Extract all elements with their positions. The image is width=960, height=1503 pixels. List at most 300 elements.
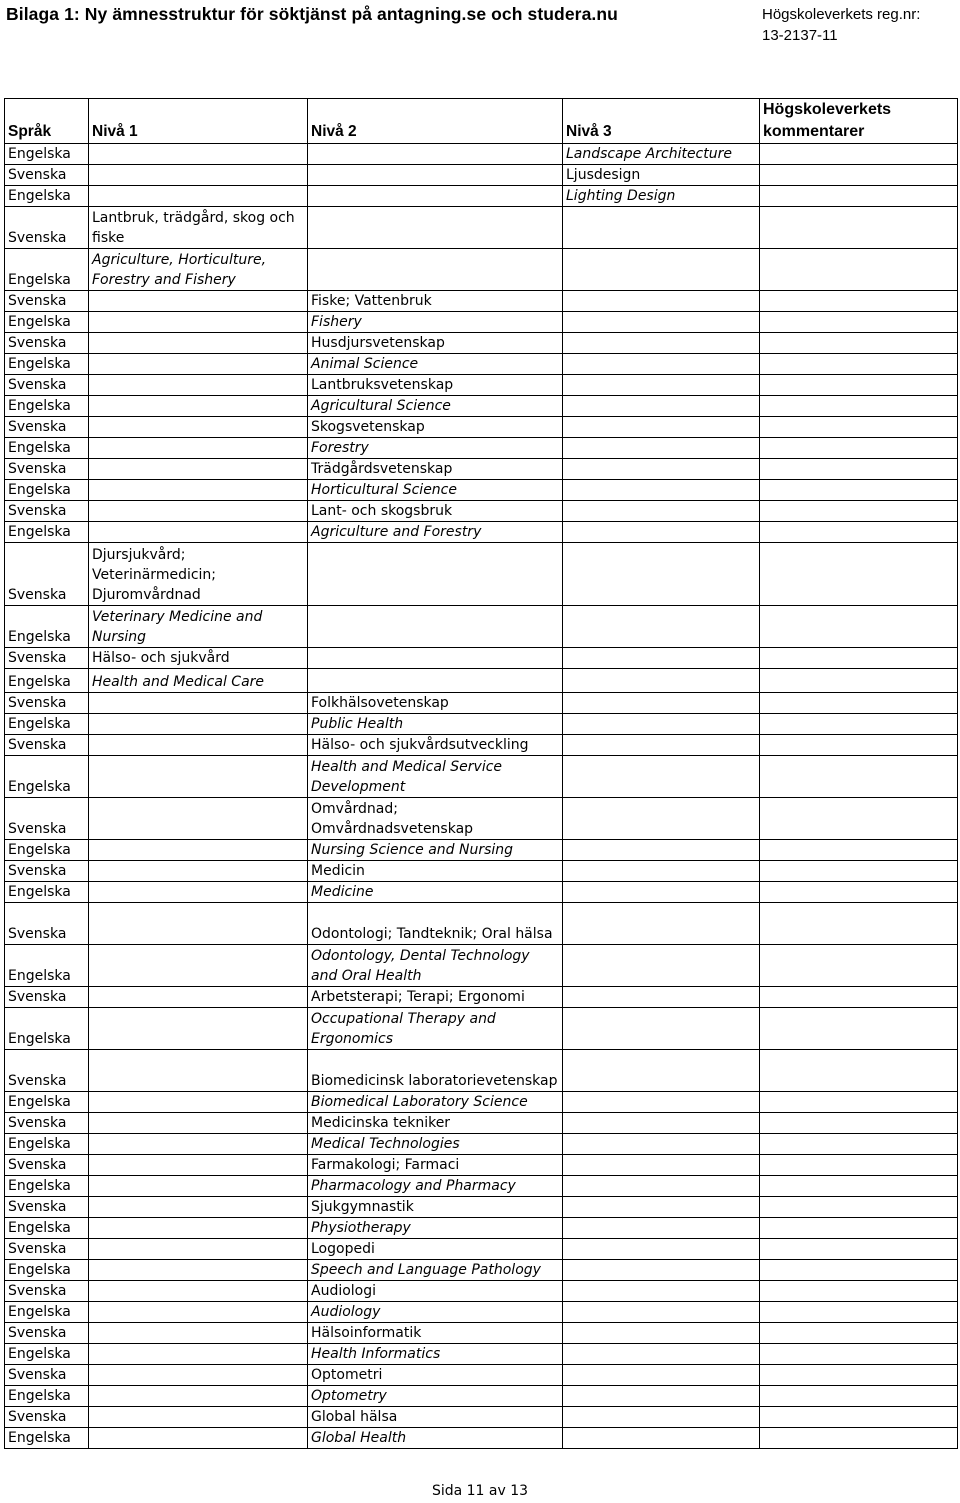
cell-niva-1 [89,798,308,840]
cell-niva-3 [563,648,760,669]
cell-niva-3: Ljusdesign [563,165,760,186]
cell-niva-3 [563,396,760,417]
cell-sprak: Engelska [5,945,89,987]
table-row [5,1323,958,1344]
cell-niva-3 [563,522,760,543]
cell-niva-1 [89,903,308,945]
table-row [5,1365,958,1386]
cell-niva-3 [563,1281,760,1302]
cell-sprak: Engelska [5,756,89,798]
cell-niva-3 [563,1407,760,1428]
cell-niva-3 [563,1092,760,1113]
cell-niva-3 [563,1386,760,1407]
cell-kommentar [760,1218,958,1239]
cell-kommentar [760,648,958,669]
cell-niva-1 [89,1008,308,1050]
cell-niva-3 [563,543,760,606]
cell-niva-3 [563,354,760,375]
column-header-kommentarer: Högskoleverkets kommentarer [760,99,958,144]
cell-sprak: Svenska [5,1323,89,1344]
cell-kommentar [760,882,958,903]
page-number: Sida 11 av 13 [431,1483,529,1499]
cell-niva-2: Physiotherapy [308,1218,563,1239]
cell-sprak: Svenska [5,1155,89,1176]
cell-sprak: Engelska [5,312,89,333]
cell-niva-2: Optometry [308,1386,563,1407]
cell-kommentar [760,987,958,1008]
cell-niva-1 [89,1281,308,1302]
cell-niva-3 [563,1302,760,1323]
cell-kommentar [760,1008,958,1050]
cell-niva-3 [563,438,760,459]
cell-kommentar [760,1407,958,1428]
table-row [5,291,958,312]
cell-niva-2: Omvårdnad; Omvårdnadsvetenskap [308,798,563,840]
cell-niva-1 [89,144,308,165]
cell-niva-1 [89,1050,308,1092]
cell-niva-3 [563,1218,760,1239]
cell-niva-1 [89,1197,308,1218]
cell-niva-1 [89,1407,308,1428]
table-row [5,1239,958,1260]
table-row [5,1050,958,1092]
cell-sprak: Engelska [5,396,89,417]
cell-kommentar [760,1302,958,1323]
cell-niva-1 [89,1113,308,1134]
cell-niva-1 [89,945,308,987]
cell-niva-3: Landscape Architecture [563,144,760,165]
table-row [5,375,958,396]
cell-niva-3 [563,1134,760,1155]
cell-kommentar [760,1344,958,1365]
cell-sprak: Engelska [5,144,89,165]
cell-kommentar [760,693,958,714]
cell-niva-1 [89,1386,308,1407]
table-row [5,165,958,186]
cell-sprak: Svenska [5,375,89,396]
cell-kommentar [760,1176,958,1197]
table-row [5,669,958,693]
table-row [5,882,958,903]
cell-niva-2: Medical Technologies [308,1134,563,1155]
cell-niva-2: Fiske; Vattenbruk [308,291,563,312]
cell-kommentar [760,375,958,396]
cell-niva-2: Medicine [308,882,563,903]
document-title: Bilaga 1: Ny ämnesstruktur för söktjänst på antagning.se och studera.nu [6,4,618,24]
cell-niva-1 [89,861,308,882]
table-row [5,648,958,669]
table-row [5,501,958,522]
cell-kommentar [760,207,958,249]
table-row [5,1260,958,1281]
cell-niva-2 [308,207,563,249]
cell-sprak: Svenska [5,1407,89,1428]
cell-niva-3 [563,693,760,714]
cell-sprak: Engelska [5,1302,89,1323]
cell-niva-1 [89,1218,308,1239]
cell-niva-1: Veterinary Medicine and Nursing [89,606,308,648]
cell-niva-3 [563,798,760,840]
cell-niva-1: Djursjukvård; Veterinärmedicin; Djuromvårdnad [89,543,308,606]
cell-sprak: Engelska [5,1134,89,1155]
cell-niva-1 [89,1323,308,1344]
table-row [5,438,958,459]
cell-niva-1 [89,1176,308,1197]
cell-sprak: Svenska [5,735,89,756]
cell-sprak: Engelska [5,1092,89,1113]
table-row [5,606,958,648]
cell-sprak: Svenska [5,1113,89,1134]
cell-kommentar [760,1197,958,1218]
table-row [5,756,958,798]
cell-kommentar [760,1050,958,1092]
cell-niva-2: Agriculture and Forestry [308,522,563,543]
cell-niva-1 [89,291,308,312]
cell-niva-2: Sjukgymnastik [308,1197,563,1218]
cell-kommentar [760,1365,958,1386]
cell-sprak: Engelska [5,669,89,693]
cell-niva-3 [563,1155,760,1176]
cell-kommentar [760,945,958,987]
cell-niva-2: Lant- och skogsbruk [308,501,563,522]
table-row [5,735,958,756]
cell-niva-3 [563,861,760,882]
cell-niva-2: Hälso- och sjukvårdsutveckling [308,735,563,756]
cell-sprak: Engelska [5,438,89,459]
table-row [5,1008,958,1050]
cell-sprak: Engelska [5,1008,89,1050]
table-row [5,1302,958,1323]
cell-niva-2 [308,144,563,165]
cell-kommentar [760,1323,958,1344]
cell-sprak: Engelska [5,522,89,543]
cell-niva-2 [308,186,563,207]
cell-kommentar [760,396,958,417]
cell-niva-2: Animal Science [308,354,563,375]
table-row [5,1197,958,1218]
cell-niva-3: Lighting Design [563,186,760,207]
cell-niva-2 [308,606,563,648]
cell-niva-2: Skogsvetenskap [308,417,563,438]
column-header-niva-2: Nivå 2 [308,99,563,144]
cell-sprak: Svenska [5,903,89,945]
cell-sprak: Engelska [5,249,89,291]
cell-sprak: Engelska [5,1344,89,1365]
cell-kommentar [760,1281,958,1302]
cell-kommentar [760,1428,958,1449]
cell-niva-2: Medicinska tekniker [308,1113,563,1134]
cell-niva-3 [563,1260,760,1281]
cell-niva-2 [308,669,563,693]
cell-kommentar [760,861,958,882]
cell-niva-2: Arbetsterapi; Terapi; Ergonomi [308,987,563,1008]
table-row [5,543,958,606]
cell-niva-3 [563,987,760,1008]
cell-niva-3 [563,669,760,693]
registration-value: 13-2137-11 [762,27,838,44]
cell-niva-1 [89,735,308,756]
cell-sprak: Engelska [5,1218,89,1239]
cell-kommentar [760,1155,958,1176]
cell-sprak: Svenska [5,1050,89,1092]
column-header-niva-1: Nivå 1 [89,99,308,144]
cell-niva-2: Health and Medical Service Development [308,756,563,798]
column-header-sprak: Språk [5,99,89,144]
cell-sprak: Svenska [5,648,89,669]
table-row [5,987,958,1008]
cell-niva-2: Lantbruksvetenskap [308,375,563,396]
table-row [5,522,958,543]
cell-sprak: Engelska [5,606,89,648]
cell-niva-1 [89,417,308,438]
cell-sprak: Engelska [5,882,89,903]
cell-niva-3 [563,249,760,291]
table-row [5,312,958,333]
cell-niva-2 [308,648,563,669]
cell-kommentar [760,438,958,459]
table-row [5,1218,958,1239]
cell-niva-1 [89,693,308,714]
table-row [5,693,958,714]
cell-niva-2: Biomedical Laboratory Science [308,1092,563,1113]
cell-niva-2: Logopedi [308,1239,563,1260]
cell-sprak: Svenska [5,459,89,480]
cell-niva-3 [563,903,760,945]
cell-niva-1 [89,480,308,501]
cell-sprak: Svenska [5,165,89,186]
cell-niva-1 [89,186,308,207]
cell-niva-1 [89,165,308,186]
cell-niva-2: Optometri [308,1365,563,1386]
cell-niva-2: Odontology, Dental Technology and Oral Health [308,945,563,987]
table-row [5,1092,958,1113]
cell-niva-2 [308,165,563,186]
cell-niva-2: Speech and Language Pathology [308,1260,563,1281]
table-row [5,1134,958,1155]
cell-niva-1 [89,1155,308,1176]
table-row [5,1281,958,1302]
table-row [5,459,958,480]
cell-niva-1: Hälso- och sjukvård [89,648,308,669]
table-row [5,840,958,861]
cell-niva-1 [89,1428,308,1449]
cell-niva-2: Odontologi; Tandteknik; Oral hälsa [308,903,563,945]
cell-niva-3 [563,1008,760,1050]
column-header-niva-3: Nivå 3 [563,99,760,144]
cell-niva-1 [89,1365,308,1386]
cell-kommentar [760,144,958,165]
cell-niva-1 [89,840,308,861]
cell-kommentar [760,1113,958,1134]
cell-kommentar [760,186,958,207]
cell-niva-3 [563,756,760,798]
table-row [5,945,958,987]
cell-kommentar [760,459,958,480]
cell-niva-1 [89,1092,308,1113]
cell-kommentar [760,543,958,606]
cell-sprak: Svenska [5,291,89,312]
cell-niva-1 [89,1134,308,1155]
cell-niva-3 [563,1113,760,1134]
cell-kommentar [760,735,958,756]
table-row [5,714,958,735]
cell-niva-3 [563,417,760,438]
table-row [5,417,958,438]
table-row [5,861,958,882]
subject-structure-table [4,98,958,1449]
cell-niva-2: Agricultural Science [308,396,563,417]
cell-sprak: Engelska [5,186,89,207]
cell-niva-2: Nursing Science and Nursing [308,840,563,861]
cell-niva-2: Trädgårdsvetenskap [308,459,563,480]
table-row [5,207,958,249]
cell-niva-2: Global hälsa [308,1407,563,1428]
table-row [5,480,958,501]
cell-kommentar [760,501,958,522]
cell-niva-1 [89,522,308,543]
cell-niva-2 [308,249,563,291]
table-row [5,1176,958,1197]
cell-sprak: Svenska [5,501,89,522]
cell-niva-1 [89,1239,308,1260]
cell-sprak: Svenska [5,987,89,1008]
cell-sprak: Svenska [5,417,89,438]
cell-niva-3 [563,735,760,756]
cell-niva-3 [563,1428,760,1449]
cell-niva-1 [89,1344,308,1365]
cell-kommentar [760,291,958,312]
cell-niva-1 [89,312,308,333]
cell-niva-2: Occupational Therapy and Ergonomics [308,1008,563,1050]
cell-niva-3 [563,1323,760,1344]
cell-niva-3 [563,501,760,522]
table-row [5,903,958,945]
cell-kommentar [760,249,958,291]
cell-niva-2: Folkhälsovetenskap [308,693,563,714]
table-row [5,333,958,354]
cell-sprak: Svenska [5,207,89,249]
cell-kommentar [760,312,958,333]
cell-sprak: Engelska [5,1428,89,1449]
cell-sprak: Engelska [5,714,89,735]
table-row [5,1113,958,1134]
cell-sprak: Svenska [5,1365,89,1386]
cell-niva-2: Audiology [308,1302,563,1323]
registration-number [762,4,920,46]
cell-niva-3 [563,1344,760,1365]
cell-kommentar [760,669,958,693]
cell-niva-1: Lantbruk, trädgård, skog och fiske [89,207,308,249]
cell-niva-2: Husdjursvetenskap [308,333,563,354]
cell-sprak: Svenska [5,333,89,354]
cell-kommentar [760,756,958,798]
cell-kommentar [760,1260,958,1281]
cell-niva-2: Public Health [308,714,563,735]
cell-kommentar [760,333,958,354]
cell-niva-3 [563,1365,760,1386]
cell-niva-1 [89,459,308,480]
cell-kommentar [760,1386,958,1407]
table-header-row [5,99,958,144]
cell-sprak: Svenska [5,693,89,714]
table-row [5,186,958,207]
table-row [5,798,958,840]
cell-niva-3 [563,1239,760,1260]
cell-sprak: Svenska [5,1197,89,1218]
cell-sprak: Engelska [5,1176,89,1197]
cell-niva-2: Medicin [308,861,563,882]
cell-niva-2: Global Health [308,1428,563,1449]
cell-niva-3 [563,1050,760,1092]
cell-niva-1 [89,1302,308,1323]
cell-niva-3 [563,207,760,249]
cell-niva-3 [563,606,760,648]
cell-niva-3 [563,1176,760,1197]
cell-niva-2 [308,543,563,606]
table-row [5,1344,958,1365]
cell-niva-1 [89,501,308,522]
cell-kommentar [760,840,958,861]
cell-kommentar [760,354,958,375]
cell-kommentar [760,798,958,840]
cell-niva-3 [563,375,760,396]
cell-niva-2: Hälsoinformatik [308,1323,563,1344]
cell-niva-3 [563,882,760,903]
cell-kommentar [760,417,958,438]
cell-niva-1 [89,375,308,396]
cell-niva-3 [563,840,760,861]
cell-sprak: Engelska [5,354,89,375]
cell-niva-1 [89,396,308,417]
cell-niva-1 [89,438,308,459]
cell-niva-1: Health and Medical Care [89,669,308,693]
cell-niva-2: Audiologi [308,1281,563,1302]
table-row [5,1386,958,1407]
cell-niva-3 [563,1197,760,1218]
cell-niva-2: Biomedicinsk laboratorievetenskap [308,1050,563,1092]
cell-kommentar [760,606,958,648]
cell-sprak: Svenska [5,1239,89,1260]
cell-sprak: Engelska [5,1386,89,1407]
cell-sprak: Svenska [5,543,89,606]
cell-sprak: Svenska [5,798,89,840]
cell-kommentar [760,165,958,186]
cell-niva-1 [89,1260,308,1281]
cell-kommentar [760,480,958,501]
cell-niva-1 [89,987,308,1008]
cell-kommentar [760,1092,958,1113]
cell-niva-2: Horticultural Science [308,480,563,501]
cell-niva-2: Forestry [308,438,563,459]
cell-niva-1 [89,756,308,798]
table-row [5,1155,958,1176]
cell-niva-3 [563,480,760,501]
cell-niva-1 [89,882,308,903]
cell-niva-3 [563,312,760,333]
table-row [5,1428,958,1449]
cell-niva-3 [563,333,760,354]
cell-niva-1 [89,714,308,735]
cell-niva-2: Pharmacology and Pharmacy [308,1176,563,1197]
table-row [5,144,958,165]
cell-kommentar [760,522,958,543]
cell-sprak: Svenska [5,861,89,882]
cell-kommentar [760,714,958,735]
cell-niva-2: Health Informatics [308,1344,563,1365]
table-row [5,249,958,291]
cell-niva-2: Farmakologi; Farmaci [308,1155,563,1176]
cell-sprak: Engelska [5,480,89,501]
